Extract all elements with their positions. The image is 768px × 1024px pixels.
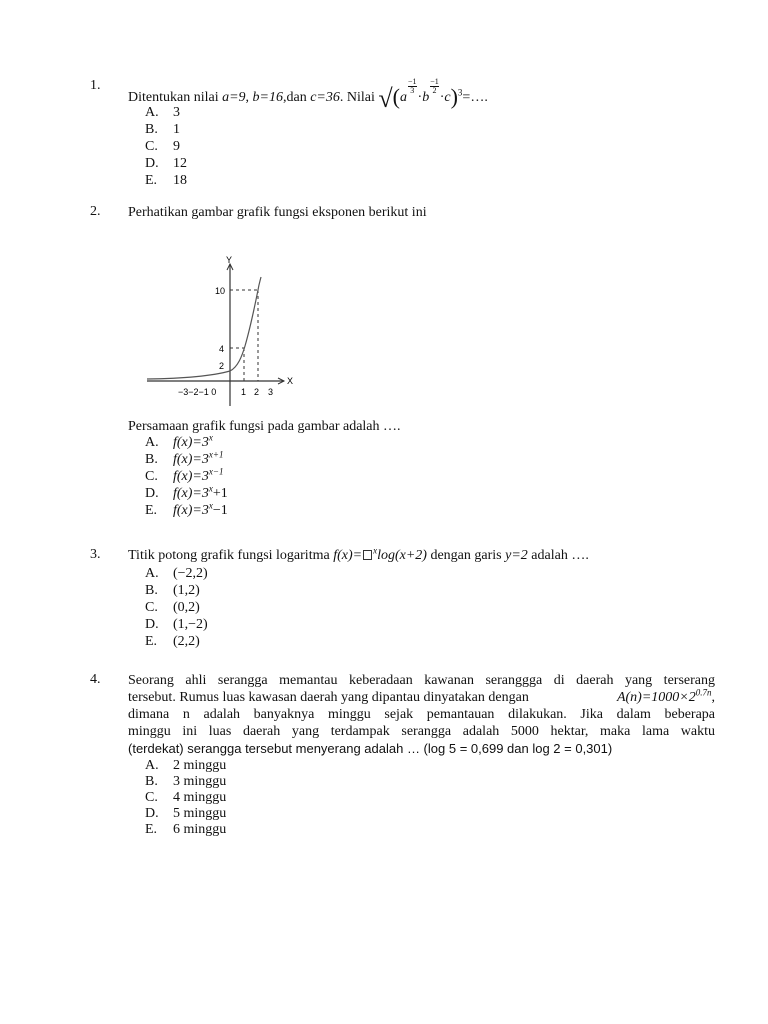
question-4 — [90, 672, 715, 847]
y-tick: 4 — [219, 344, 225, 354]
x-axis-label: X — [287, 376, 294, 386]
option[interactable]: D. 5 minggu — [145, 806, 227, 821]
c-value: c=36 — [310, 90, 340, 105]
option[interactable]: B. $f(x)=3^{x+1}$ — [145, 449, 224, 467]
option[interactable]: E. $f(x)=3^x-1$ — [145, 500, 228, 518]
option[interactable]: B. 3 minggu — [145, 774, 227, 789]
question-text: Seorang ahli serangga memantau keberadaan kawanan seranggga di daerah yang terserang tersebut. Rumus luas kawasan daerah yang dipantau dinyatakan dengan $A(n)=1000\times 2^{0.7n}$, dimana n adalah banyaknya minggu sejak pemantauan dilakukan. Jika dalam beberapa minggu ini luas daerah yang terdampak serangga adalah 5000 hektar, maka lama waktu (terdekat) serangga tersebut menyerang adalah … (log 5 = 0,699 dan log 2 = 0,301) — [128, 673, 715, 756]
option[interactable]: C. $f(x)=3^{x-1}$ — [145, 466, 224, 484]
option[interactable]: E. 6 minggu — [145, 822, 227, 837]
question-number: 1. — [90, 78, 101, 93]
options-list — [145, 565, 208, 650]
question-text: Titik potong grafik fungsi logaritma f(x)= $^x$log(x+2) dengan garis y=2 adalah …. — [128, 545, 589, 563]
question-3 — [90, 547, 715, 657]
option[interactable]: B. 1 — [145, 122, 180, 137]
y-axis-label: Y — [226, 255, 233, 265]
x-tick: 3 — [268, 387, 274, 397]
option[interactable]: A. $f(x)=3^x$ — [145, 432, 213, 450]
question-number: 3. — [90, 547, 101, 562]
x-tick-negative: −3−2−1 0 — [178, 387, 217, 397]
y-tick: 2 — [219, 361, 225, 371]
option[interactable]: C. 4 minggu — [145, 790, 227, 805]
question-text: Ditentukan nilai a=9, b=16,dan c=36. Nilai √(a $\frac{-1}{3}$ ·b $\frac{-1}{2}$ ·c)$^3$=…. — [128, 77, 488, 113]
question-number: 2. — [90, 204, 101, 219]
question-2 — [90, 204, 715, 534]
x-tick: 2 — [254, 387, 260, 397]
question-number: 4. — [90, 672, 101, 687]
options-list — [145, 434, 228, 519]
question-text: Perhatikan gambar grafik fungsi eksponen berikut ini — [128, 205, 427, 220]
options-list — [145, 104, 187, 189]
a-value: a=9 — [222, 90, 246, 105]
option[interactable]: B. (1,2) — [145, 583, 200, 598]
radical-sign: √ — [378, 84, 393, 113]
exponent-fraction-b: $\frac{-1}{2}$ — [430, 77, 439, 95]
exponential-curve — [147, 277, 261, 379]
graph-question: Persamaan grafik fungsi pada gambar adalah …. — [128, 419, 401, 434]
option[interactable]: A. 2 minggu — [145, 758, 227, 773]
option[interactable]: D. $f(x)=3^x+1$ — [145, 483, 228, 501]
y-tick: 10 — [215, 286, 226, 296]
options-list — [145, 758, 226, 838]
x-tick: 1 — [241, 387, 247, 397]
option[interactable]: D. (1,−2) — [145, 617, 208, 632]
question-1 — [90, 78, 715, 193]
blank-box-icon — [363, 550, 372, 560]
exponential-graph — [142, 254, 302, 414]
option[interactable]: E. (2,2) — [145, 634, 200, 649]
option[interactable]: C. (0,2) — [145, 600, 200, 615]
option[interactable]: E. 18 — [145, 173, 187, 188]
option[interactable]: D. 12 — [145, 156, 187, 171]
exponent-fraction-a: $\frac{-1}{3}$ — [408, 77, 417, 95]
option[interactable]: C. 9 — [145, 139, 180, 154]
b-value: b=16 — [252, 90, 283, 105]
option[interactable]: A. 3 — [145, 105, 180, 120]
option[interactable]: A. (−2,2) — [145, 566, 208, 581]
radical-expression: √(a $\frac{-1}{3}$ ·b $\frac{-1}{2}$ ·c)$^3$=…. — [378, 77, 488, 113]
